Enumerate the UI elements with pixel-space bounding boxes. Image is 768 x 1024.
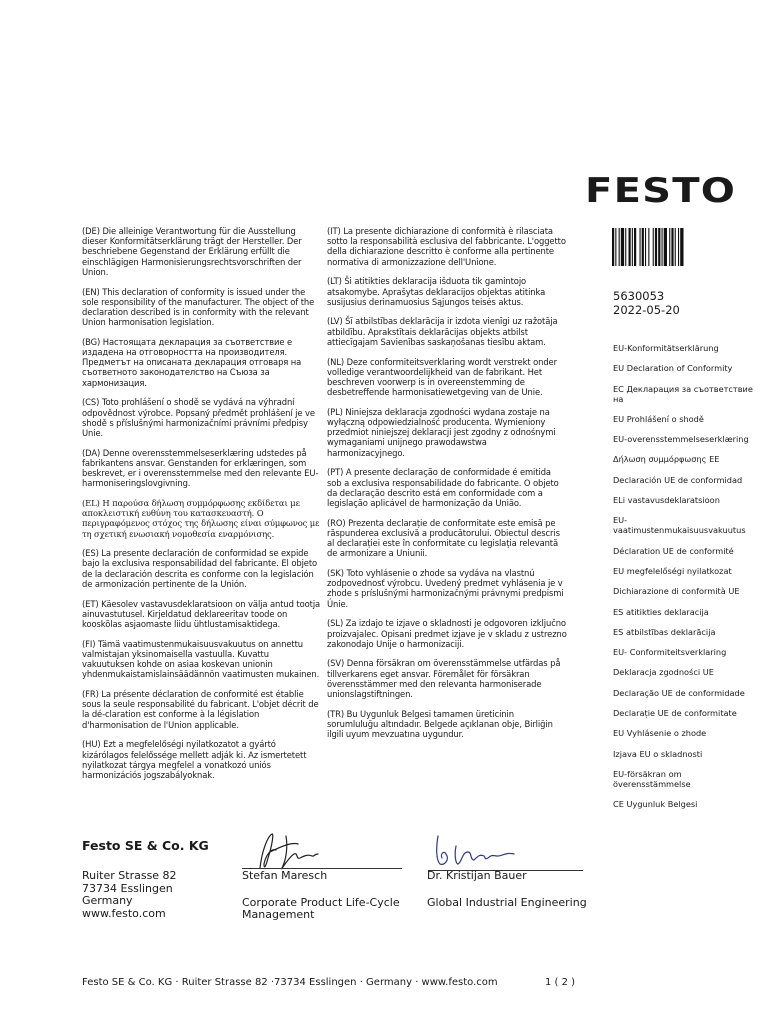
declaration-hu: (HU) Ezt a megfelelőségi nyilatkozatot a gyártó kizárólagos felelőssége mellett adják ki. Az ismertetett nyilatkozat tárgya megfelel a vonatkozó uniós harmonizációs jogszabályoknak. xyxy=(82,739,307,780)
title-de: EU-Konformitätserklärung xyxy=(613,343,719,353)
barcode-bar xyxy=(680,228,683,266)
title-et: ELi vastavusdeklaratsioon xyxy=(613,495,720,506)
declaration-es: (ES) La presente declaración de conformidad se expide bajo la exclusiva responsabilidad del fabricante. El objeto de la declaración descrita es conforme con la legislación de armonización pertinente de la Unión. xyxy=(82,548,318,589)
company-website: www.festo.com xyxy=(82,906,166,920)
declaration-et: (ET) Käesolev vastavusdeklaratsioon on välja antud tootja ainuvastutusel. Kirjeldatud deklareeritav toode on kooskõlas asjaomaste liidu ühtlustamisaktidega. xyxy=(82,598,321,629)
document-date: 2022-05-20 xyxy=(613,303,680,317)
barcode-bar xyxy=(669,228,670,266)
barcode-bar xyxy=(629,228,631,266)
title-sv: EU-försäkran om överensstämmelse xyxy=(613,768,691,789)
barcode xyxy=(612,228,730,266)
declaration-it: (IT) La presente dichiarazione di conformità è rilasciata sotto la responsabilità esclusiva del fabbricante. L'oggetto della dichiarazione descritto è conforme alla pertinente normativa di armonizzazione dell'Unione. xyxy=(327,226,566,267)
title-tr: CE Uygunluk Belgesi xyxy=(613,799,698,810)
barcode-bar xyxy=(653,228,654,266)
signatory-1-title: Corporate Product Life-Cycle Management xyxy=(242,895,400,921)
title-cs: EU Prohlášení o shodě xyxy=(613,413,704,424)
barcode-bar xyxy=(619,228,620,266)
barcode-bar xyxy=(625,228,626,266)
title-it: Dichiarazione di conformità UE xyxy=(613,586,740,597)
signatory-2-name: Dr. Kristijan Bauer xyxy=(427,869,527,882)
declaration-column-2 xyxy=(327,226,567,749)
signature-kristijan-bauer xyxy=(428,826,578,874)
title-hu: EU megfelelőségi nyilatkozat xyxy=(613,565,732,576)
title-nl: EU- Conformiteitsverklaring xyxy=(613,647,727,658)
declaration-de: (DE) Die alleinige Verantwortung für die Ausstellung dieser Konformitätserklärung trägt der Hersteller. Der beschriebene Gegenstand der Erklärung erfüllt die einschlägigen Harmonisierungsrechtsvorschriften der Union. xyxy=(82,226,302,277)
declaration-cs: (CS) Toto prohlášení o shodě se vydává na výhradní odpovědnost výrobce. Popsaný předmět prohlášení je ve shodě s příslušnými harmonizačními právními předpisy Unie. xyxy=(82,397,315,438)
declaration-el: (EL) Η παρούσα δήλωση συμμόρφωσης εκδίδεται με αποκλειστική ευθύνη του κατασκευαστή. Ο περιγραφόμενος στόχος της δήλωσης είναι σύμφωνος με τη σχετική ενωσιακή νομοθεσία εναρμόνισης. xyxy=(82,497,320,539)
barcode-bar xyxy=(634,228,636,266)
barcode-bar xyxy=(612,228,614,266)
title-sl: Izjava EU o skladnosti xyxy=(613,748,703,759)
barcode-bar xyxy=(655,228,657,266)
signatory-1 xyxy=(242,870,417,922)
title-pt: Declaração UE de conformidade xyxy=(613,687,745,698)
barcode-bar xyxy=(645,228,646,266)
title-pl: Deklaracja zgodności UE xyxy=(613,667,714,678)
declaration-ro: (RO) Prezenta declarație de conformitate este emisă pe răspunderea exclusivă a producătorului. Obiectul descris al declarației este în conformitate cu legislația relevantă de armonizare a Uniunii. xyxy=(327,517,560,559)
declaration-pt: (PT) A presente declaração de conformidade é emitida sob a exclusiva responsabilidade do fabricante. O objeto da declaração descrito está em conformidade com a legislação aplicável de harmonização da União. xyxy=(327,467,559,508)
barcode-bar xyxy=(615,228,616,266)
title-bg: ЕС Декларация за съответствие на xyxy=(613,383,753,404)
declaration-da: (DA) Denne overensstemmelseserklæring udstedes på fabrikantens ansvar. Genstanden for erklæringen, som beskrevet, er i overensstemmelse med den relevante EU-harmoniseringslovgivning. xyxy=(82,447,319,489)
address-street: Ruiter Strasse 82 xyxy=(82,869,177,882)
title-sk: EU Vyhlásenie o zhode xyxy=(613,728,707,739)
declaration-fr: (FR) La présente déclaration de conformité est établie sous la seule responsabilité du fabricant. L'objet décrit de la dé-claration est conforme à la législation d'harmonisation de l'Union applicable. xyxy=(82,689,319,730)
declaration-nl: (NL) Deze conformiteitsverklaring wordt verstrekt onder volledige verantwoordelijkheid van de fabrikant. Het beschreven voorwerp is in overeenstemming de desbetreffende harmonisatiewetgeving van de Unie. xyxy=(327,356,557,398)
declaration-lv: (LV) Šī atbilstības deklarācija ir izdota vienīgi uz ražotāja atbildību. Aprakstītais deklarācijas objekts atbilst attiecīgajam Savienības saskaņošanas tiesību aktam. xyxy=(327,316,558,347)
declaration-en: (EN) This declaration of conformity is issued under the sole responsibility of the manufacturer. The object of the declaration described is in conformity with the relevant Union harmonisation legislation. xyxy=(82,286,315,328)
declaration-sk: (SK) Toto vyhlásenie o zhode sa vydáva na vlastnú zodpovednosť výrobcu. Uvedený predmet vyhlásenia je v zhode s príslušnými harmonizačnými právnymi predpismi Únie. xyxy=(327,567,564,609)
barcode-bar xyxy=(648,228,649,266)
barcode-bar xyxy=(671,228,673,266)
title-ro: Declarație UE de conformitate xyxy=(613,708,737,719)
title-da: EU-overensstemmelseserklæring xyxy=(613,434,749,445)
address-city: 73734 Esslingen xyxy=(82,881,173,895)
barcode-bar xyxy=(640,228,641,266)
declaration-fi: (FI) Tämä vaatimustenmukaisuusvakuutus on annettu valmistajan yksinomaisella vastuulla. Kuvattu vakuutuksen kohde on asiaa koskevan unionin yhdenmukaistamislainsäädännön vaatimusten mukainen. xyxy=(82,638,320,680)
declaration-column-1 xyxy=(82,226,322,790)
company-name: Festo SE & Co. KG xyxy=(82,838,209,853)
title-en: EU Declaration of Conformity xyxy=(613,363,733,374)
title-lt: ES atitikties deklaracija xyxy=(613,606,709,617)
document-info xyxy=(613,289,680,317)
company-address xyxy=(82,870,177,920)
title-fi: EU-vaatimustenmukaisuusvakuutus xyxy=(613,515,746,536)
festo-logo: FESTO xyxy=(585,171,737,211)
barcode-bar xyxy=(664,228,667,266)
declaration-titles xyxy=(613,343,753,820)
barcode-bar xyxy=(658,228,660,266)
declaration-sv: (SV) Denna försäkran om överensstämmelse utfärdas på tillverkarens eget ansvar. Föremålet för försäkran överensstämmer med den relevanta harmoniserade unionslagstiftningen. xyxy=(327,658,561,700)
barcode-bar xyxy=(632,228,633,266)
address-country: Germany xyxy=(82,894,133,907)
title-lv: ES atbilstības deklarācija xyxy=(613,626,716,637)
signatory-2 xyxy=(427,870,587,909)
title-es: Declaración UE de conformidad xyxy=(613,474,743,485)
page-number: 1 ( 2 ) xyxy=(545,977,576,988)
barcode-bar xyxy=(642,228,644,266)
declaration-pl: (PL) Niniejsza deklaracja zgodności wydana zostaje na wyłączną odpowiedzialność producenta. Wymieniony przedmiot niniejszej deklaracji jest zgodny z odnośnymi wymaganiami unijnego prawodawstwa harmonizacyjnego. xyxy=(327,406,556,458)
signatory-1-name: Stefan Maresch xyxy=(242,869,328,882)
declaration-tr: (TR) Bu Uygunluk Belgesi tamamen üreticinin sorumluluğu altındadır. Belgede açıklanan obje, Birliğin ilgili uyum mevzuatına uygundur. xyxy=(327,708,553,740)
signatory-2-title: Global Industrial Engineering xyxy=(427,895,587,909)
document-number: 5630053 xyxy=(613,289,665,303)
barcode-bar xyxy=(678,228,679,266)
declaration-bg: (BG) Настоящата декларация за съответствие е издадена на отговорността на производителя. Предметът на описаната декларация отговаря на съответното законодателство на Съюза за хармонизация. xyxy=(82,336,302,388)
barcode-bar xyxy=(662,228,663,266)
footer-address: Festo SE & Co. KG · Ruiter Strasse 82 ·73734 Esslingen · Germany · www.festo.com xyxy=(82,977,498,988)
title-el: Δήλωση συμμόρφωσης ΕΕ xyxy=(613,454,720,465)
barcode-bar xyxy=(621,228,624,266)
title-fr: Déclaration UE de conformité xyxy=(613,545,734,556)
declaration-lt: (LT) Ši atitikties deklaracija išduota tik gamintojo atsakomybe. Aprašytas deklaracijos objektas atitinka susijusius derinamuosius Sąjungos teisės aktus. xyxy=(327,276,546,307)
declaration-sl: (SL) Za izdajo te izjave o skladnosti je odgovoren izključno proizvajalec. Opisani predmet izjave je v skladu z ustrezno zakonodajo Unije o harmonizaciji. xyxy=(327,618,567,649)
barcode-bar xyxy=(675,228,676,266)
